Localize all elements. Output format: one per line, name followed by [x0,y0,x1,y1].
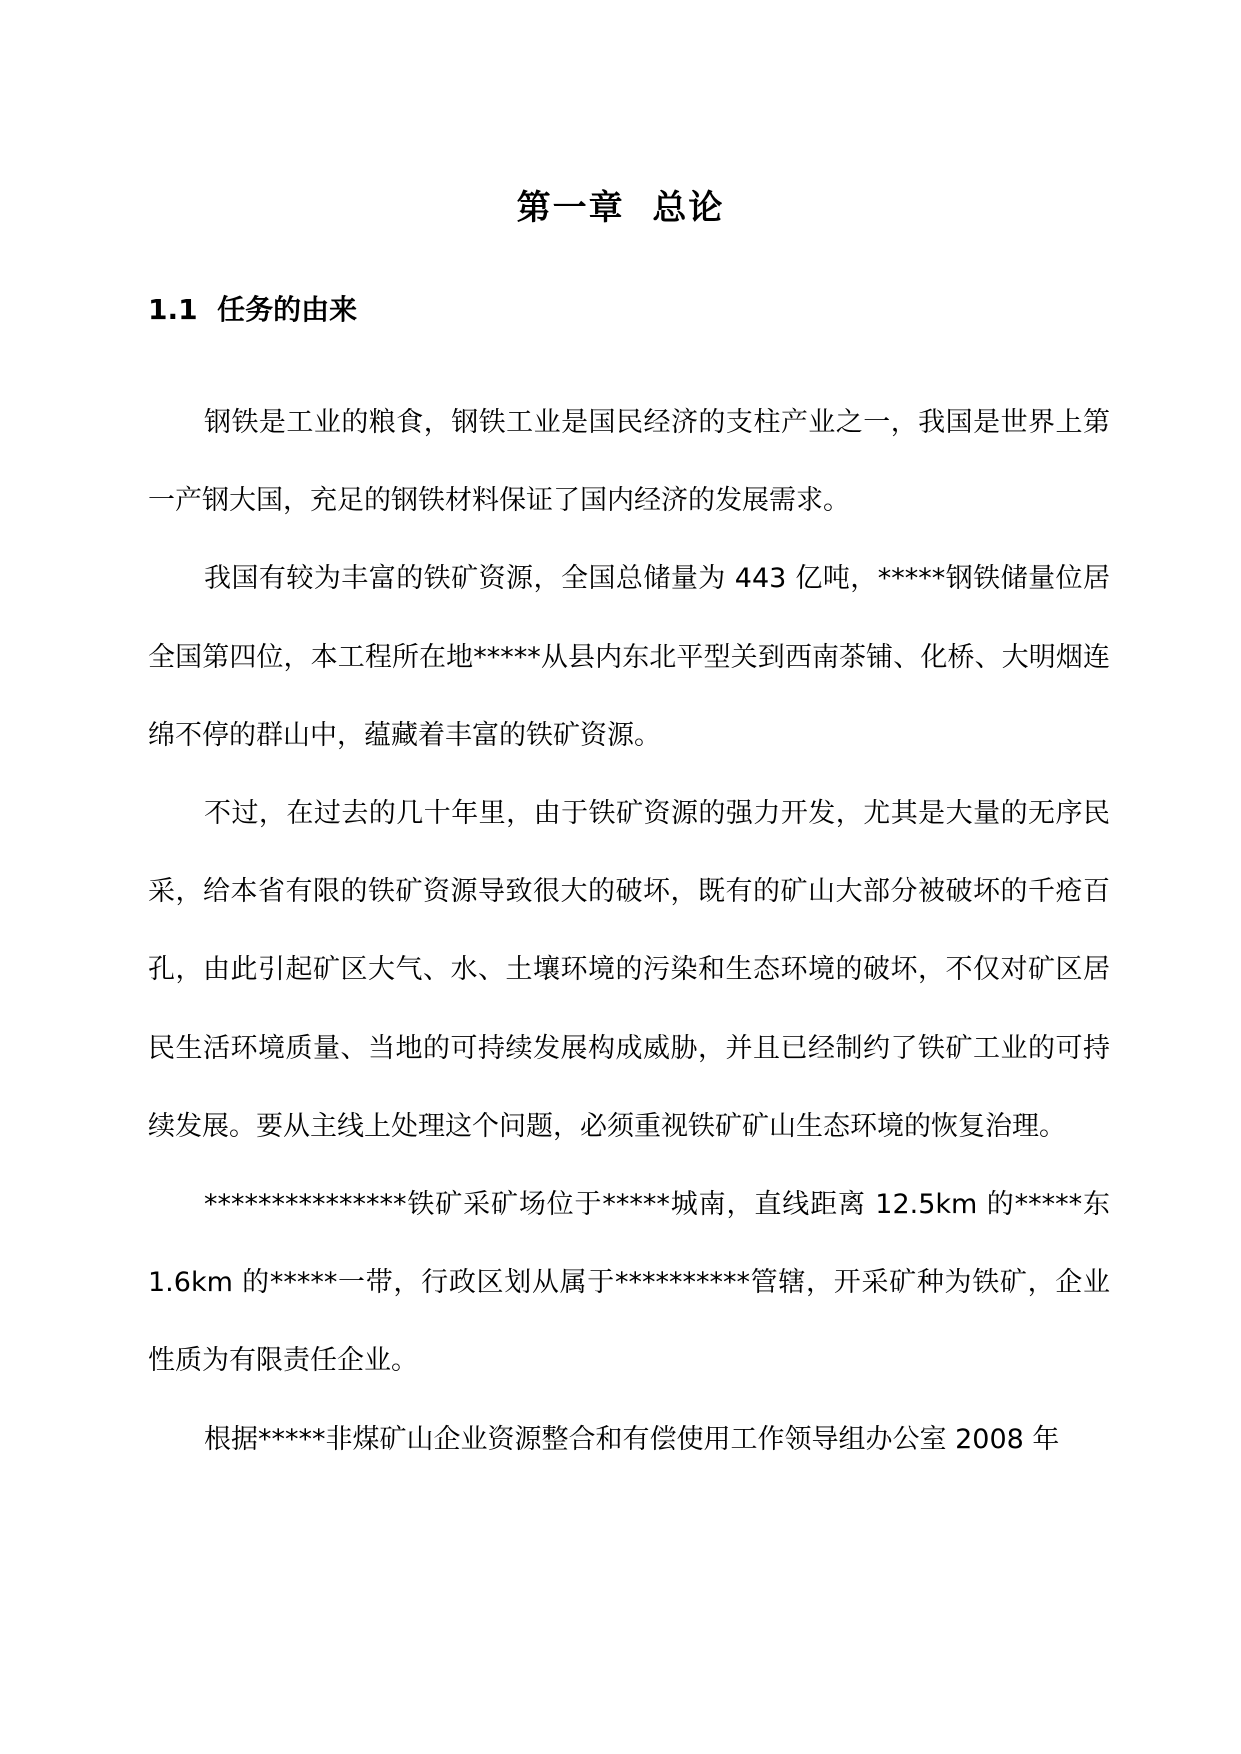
paragraph: 钢铁是工业的粮食，钢铁工业是国民经济的支柱产业之一，我国是世界上第一产钢大国，充足的钢铁材料保证了国内经济的发展需求。 [148,407,1110,517]
paragraph: ***************铁矿采矿场位于*****城南，直线距离 12.5km 的*****东 1.6km 的*****一带，行政区划从属于**********管辖，开采矿种为铁矿，企业性质为有限责任企业。 [148,1189,1110,1377]
paragraph: 不过，在过去的几十年里，由于铁矿资源的强力开发，尤其是大量的无序民采，给本省有限的铁矿资源导致很大的破坏，既有的矿山大部分被破坏的千疮百孔，由此引起矿区大气、水、土壤环境的污染和生态环境的破坏，不仅对矿区居民生活环境质量、当地的可持续发展构成威胁，并且已经制约了铁矿工业的可持续发展。要从主线上处理这个问题，必须重视铁矿矿山生态环境的恢复治理。 [148,798,1110,1142]
paragraph: 根据*****非煤矿山企业资源整合和有偿使用工作领导组办公室 2008 年 [204,1423,1060,1455]
section-title: 1.1 任务的由来 [148,293,358,326]
paragraph: 我国有较为丰富的铁矿资源，全国总储量为 443 亿吨，*****钢铁储量位居全国第四位，本工程所在地*****从县内东北平型关到西南茶铺、化桥、大明烟连绵不停的群山中，蕴藏着丰富的铁矿资源。 [148,563,1110,751]
chapter-title: 第一章 总论 [516,188,725,228]
body-text [148,384,1110,1479]
